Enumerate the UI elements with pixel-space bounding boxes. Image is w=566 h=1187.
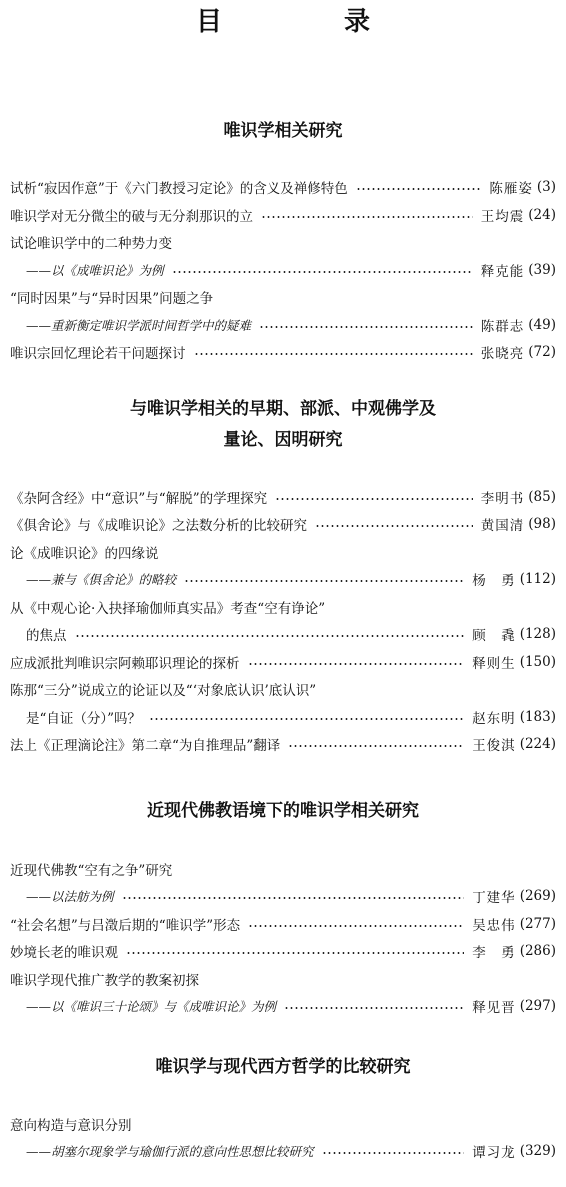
section-heading-3: 近现代佛教语境下的唯识学相关研究 (147, 801, 419, 821)
entry-title: ——重新衡定唯识学派时间哲学中的疑难 (26, 318, 252, 333)
section-heading-2-line2: 量论、因明研究 (223, 430, 343, 450)
entry-page: (297) (519, 998, 556, 1014)
entry-page: (277) (519, 916, 556, 932)
entry-author: 王俊淇 (472, 738, 516, 754)
dot-leader (288, 745, 464, 747)
toc-entry[interactable] (10, 340, 556, 364)
entry-author: 丁建华 (472, 890, 516, 906)
section-heading-4: 唯识学与现代西方哲学的比较研究 (155, 1057, 411, 1077)
entry-author: 杨 勇 (472, 573, 516, 589)
entry-page: (150) (519, 654, 556, 670)
toc-entry[interactable] (10, 540, 556, 564)
toc-entry[interactable] (10, 650, 556, 674)
entry-title: 论《成唯识论》的四缘说 (10, 546, 159, 562)
entry-author: 黄国清 (480, 518, 525, 534)
entry-title: 意向构造与意识分别 (10, 1118, 132, 1134)
dot-leader (275, 498, 473, 500)
entry-page: (128) (519, 626, 556, 642)
entry-title: ——兼与《俱舍论》的略较 (26, 572, 177, 587)
toc-entry[interactable] (10, 677, 556, 701)
entry-page: (24) (528, 207, 556, 223)
entry-page: (224) (519, 736, 556, 752)
entry-page: (39) (528, 262, 556, 278)
entry-title: 法上《正理滴论注》第二章“为自推理品”翻译 (10, 738, 281, 754)
entry-page: (72) (528, 344, 556, 360)
entry-title: 唯识学现代推广教学的教案初探 (10, 973, 199, 989)
toc-entry[interactable] (10, 595, 556, 619)
entry-author: 释克能 (480, 264, 525, 280)
entry-author: 王均震 (480, 209, 525, 225)
toc-entry[interactable] (10, 175, 556, 199)
toc-entry-subtitle[interactable] (26, 994, 556, 1018)
entry-author: 吴忠伟 (472, 918, 516, 934)
toc-entry[interactable] (10, 967, 556, 991)
toc-entry[interactable] (10, 939, 556, 963)
toc-entry[interactable] (10, 203, 556, 227)
entry-page: (286) (519, 943, 556, 959)
entry-author: 谭习龙 (472, 1145, 516, 1161)
toc-entry-subtitle[interactable] (26, 884, 556, 908)
entry-title: 是“自证（分）”吗？ (26, 711, 142, 727)
dot-leader (122, 897, 465, 899)
dot-leader (172, 271, 473, 273)
toc-entry-subtitle[interactable] (26, 1139, 556, 1163)
toc-entry-subtitle[interactable] (26, 313, 556, 337)
toc-entry-subtitle[interactable] (26, 258, 556, 282)
entry-page: (3) (536, 179, 556, 195)
entry-page: (183) (519, 709, 556, 725)
entry-author: 张晓亮 (480, 346, 525, 362)
entry-title: 《杂阿含经》中“意识”与“解脱”的学理探究 (10, 491, 268, 507)
toc-entry-subtitle[interactable] (26, 567, 556, 591)
toc-entry[interactable] (10, 732, 556, 756)
dot-leader (248, 663, 465, 665)
entry-page: (329) (519, 1143, 556, 1159)
entry-title: 试论唯识学中的二种势力变 (10, 236, 172, 252)
toc-entry[interactable] (10, 285, 556, 309)
entry-title: 的焦点 (26, 628, 67, 644)
dot-leader (322, 1152, 465, 1154)
entry-title: 从《中观心论·入抉择瑜伽师真实品》考查“空有诤论” (10, 601, 326, 617)
page-title: 目 录 (195, 7, 418, 37)
entry-title: 唯识宗回忆理论若干问题探讨 (10, 346, 186, 362)
entry-page: (98) (528, 516, 556, 532)
entry-title: ——以法舫为例 (26, 889, 114, 904)
section-heading-1: 唯识学相关研究 (223, 121, 343, 141)
dot-leader (194, 353, 473, 355)
entry-title: 陈那“三分”说成立的论证以及“‘对象底认识’底认识” (10, 683, 317, 699)
dot-leader (184, 580, 464, 582)
entry-author: 陈雁姿 (489, 181, 533, 197)
dot-leader (284, 1007, 464, 1009)
dot-leader (356, 188, 482, 190)
entry-author: 赵东明 (472, 711, 516, 727)
dot-leader (75, 635, 465, 637)
toc-entry[interactable] (10, 857, 556, 881)
dot-leader (126, 952, 464, 954)
toc-entry[interactable] (10, 512, 556, 536)
toc-entry[interactable] (10, 230, 556, 254)
toc-entry-continuation[interactable] (26, 622, 556, 646)
dot-leader (149, 718, 464, 720)
entry-title: ——以《唯识三十论颂》与《成唯识论》为例 (26, 999, 277, 1014)
entry-page: (85) (528, 489, 556, 505)
entry-title: 《俱舍论》与《成唯识论》之法数分析的比较研究 (10, 518, 307, 534)
entry-title: “同时因果”与“异时因果”问题之争 (10, 291, 214, 307)
entry-author: 顾 毳 (472, 628, 516, 644)
entry-title: 妙境长老的唯识观 (10, 945, 118, 961)
entry-title: 近现代佛教“空有之争”研究 (10, 863, 173, 879)
entry-page: (49) (528, 317, 556, 333)
entry-title: 试析“寂因作意”于《六门教授习定论》的含义及禅修特色 (10, 181, 348, 197)
entry-author: 李明书 (480, 491, 525, 507)
section-heading-2-line1: 与唯识学相关的早期、部派、中观佛学及 (130, 399, 436, 419)
entry-title: 唯识学对无分微尘的破与无分刹那识的立 (10, 209, 253, 225)
entry-author: 释见晋 (472, 1000, 516, 1016)
entry-author: 李 勇 (472, 945, 516, 961)
entry-page: (112) (519, 571, 556, 587)
dot-leader (248, 925, 464, 927)
dot-leader (315, 525, 473, 527)
entry-title: 应成派批判唯识宗阿赖耶识理论的探析 (10, 656, 240, 672)
entry-title: ——以《成唯识论》为例 (26, 263, 164, 278)
entry-title: “社会名想”与吕澂后期的“唯识学”形态 (10, 918, 241, 934)
dot-leader (261, 216, 473, 218)
toc-entry[interactable] (10, 485, 556, 509)
toc-entry-continuation[interactable] (26, 705, 556, 729)
entry-page: (269) (519, 888, 556, 904)
entry-title: ——胡塞尔现象学与瑜伽行派的意向性思想比较研究 (26, 1144, 314, 1159)
entry-author: 释则生 (472, 656, 516, 672)
toc-entry[interactable] (10, 1112, 556, 1136)
dot-leader (259, 326, 473, 328)
toc-entry[interactable] (10, 912, 556, 936)
entry-author: 陈群志 (480, 319, 525, 335)
